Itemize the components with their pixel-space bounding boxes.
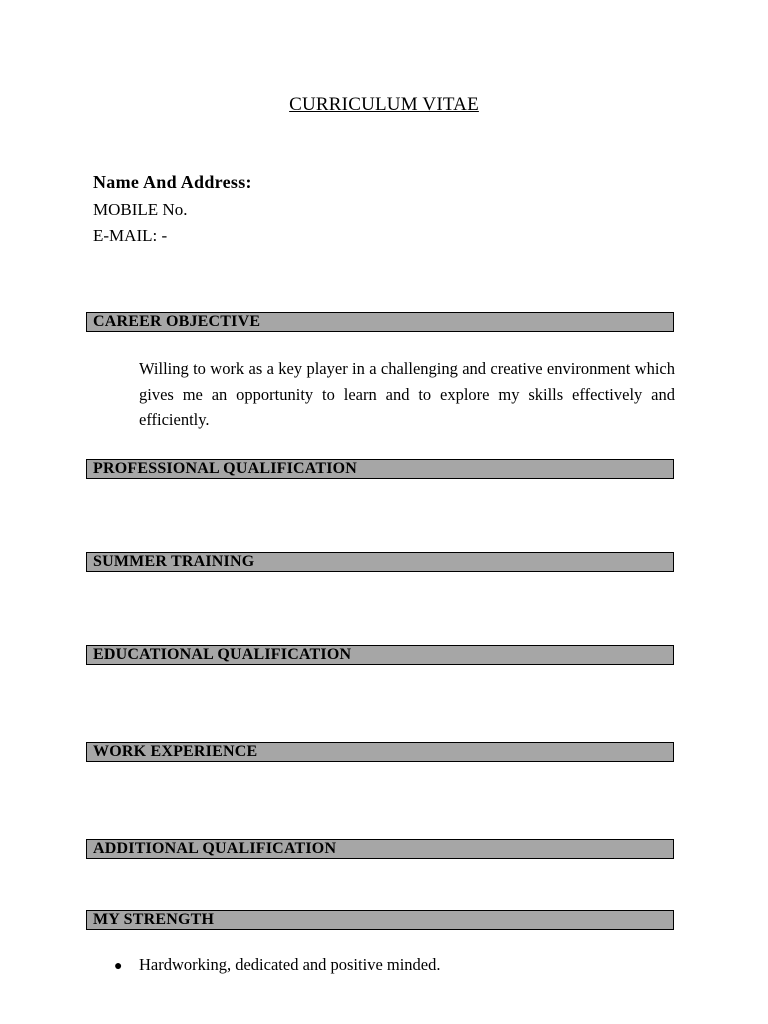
section-career-objective — [86, 312, 674, 332]
section-professional-qualification — [86, 459, 674, 479]
section-title: CAREER OBJECTIVE — [93, 313, 261, 330]
email-label: E-MAIL: - — [93, 226, 168, 245]
section-title: ADDITIONAL QUALIFICATION — [93, 840, 337, 857]
list-item — [114, 955, 441, 975]
section-summer-training — [86, 552, 674, 572]
section-title: MY STRENGTH — [93, 911, 215, 928]
section-additional-qualification — [86, 839, 674, 859]
name-address-heading: Name And Address: — [93, 172, 252, 192]
section-title: WORK EXPERIENCE — [93, 743, 258, 760]
mobile-label: MOBILE No. — [93, 200, 188, 219]
section-title: SUMMER TRAINING — [93, 553, 255, 570]
section-my-strength — [86, 910, 674, 930]
section-title: EDUCATIONAL QUALIFICATION — [93, 646, 352, 663]
document-title: CURRICULUM VITAE — [289, 94, 479, 115]
section-educational-qualification — [86, 645, 674, 665]
career-objective-text: Willing to work as a key player in a challenging and creative environment which gives me an opportunity to learn and to explore my skills effectively and efficiently. — [139, 359, 675, 429]
strength-text: Hardworking, dedicated and positive minded. — [139, 955, 441, 974]
section-title: PROFESSIONAL QUALIFICATION — [93, 460, 358, 477]
section-work-experience — [86, 742, 674, 762]
bullet-icon: ● — [114, 959, 123, 974]
